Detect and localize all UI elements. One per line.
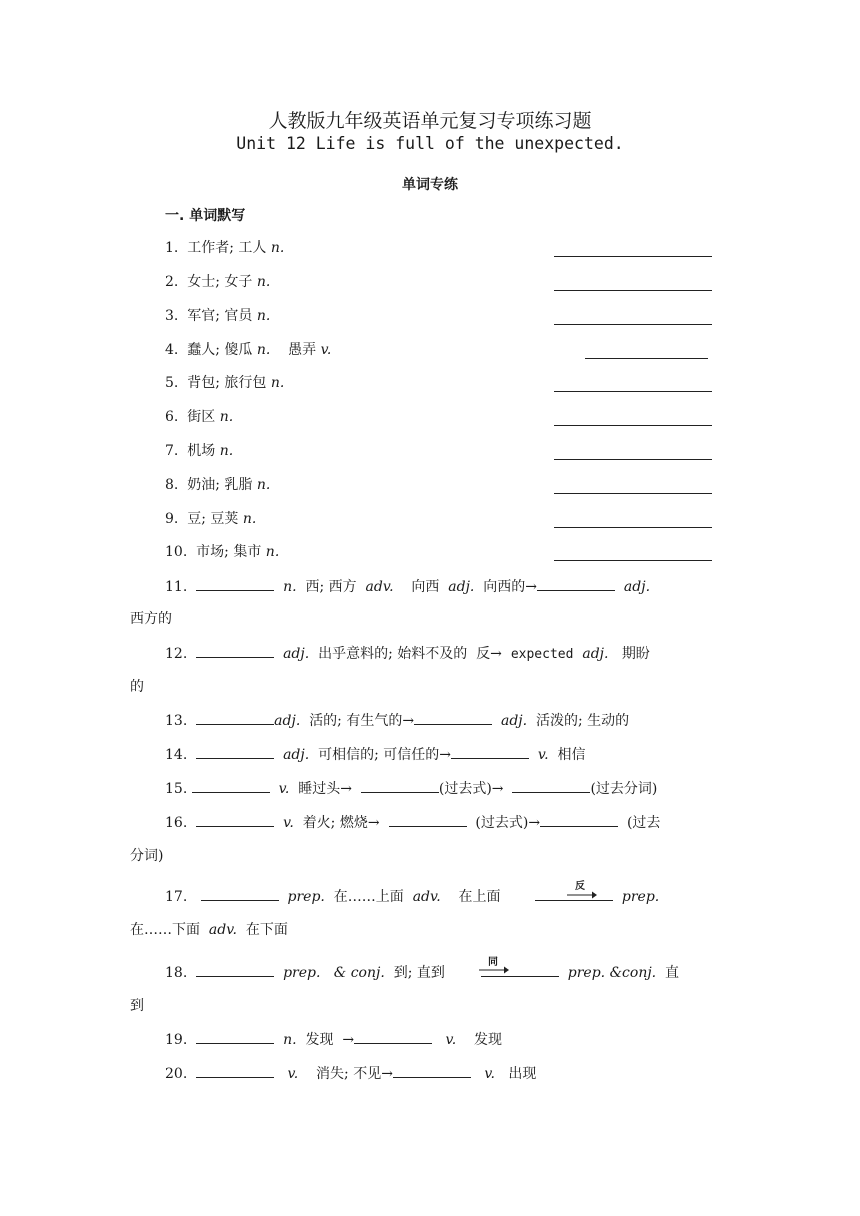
list-item: 10. 市场; 集市 n. xyxy=(165,544,280,560)
list-item-continued: 在……下面 adv. 在下面 xyxy=(130,922,288,938)
list-item: 9. 豆; 豆荚 n. xyxy=(165,511,257,527)
answer-blank[interactable] xyxy=(554,425,712,426)
list-item: 8. 奶油; 乳脂 n. xyxy=(165,477,271,493)
answer-blank[interactable] xyxy=(554,391,712,392)
answer-blank[interactable] xyxy=(354,1029,432,1044)
answer-blank[interactable] xyxy=(361,778,439,793)
answer-blank[interactable] xyxy=(554,459,712,460)
answer-blank[interactable] xyxy=(554,560,712,561)
arrow-icon xyxy=(566,890,598,900)
list-item: 2. 女士; 女子 n. xyxy=(165,274,271,290)
list-item: 16. v. 着火; 燃烧→ (过去式)→ (过去 xyxy=(165,812,660,833)
answer-blank[interactable] xyxy=(554,527,712,528)
title-english: Unit 12 Life is full of the unexpected. xyxy=(236,134,624,153)
list-item: 19. n. 发现 → v. 发现 xyxy=(165,1029,502,1050)
arrow-label-synonym: 同 xyxy=(488,957,498,968)
answer-blank[interactable] xyxy=(554,256,712,257)
list-item: 3. 军官; 官员 n. xyxy=(165,308,271,324)
answer-blank[interactable] xyxy=(414,710,492,725)
list-item-continued: 分词) xyxy=(130,848,164,864)
list-item-continued: 西方的 xyxy=(130,611,172,627)
list-item-continued: 的 xyxy=(130,679,144,695)
answer-blank[interactable] xyxy=(192,778,270,793)
subtitle: 单词专练 xyxy=(402,177,458,193)
list-item: 6. 街区 n. xyxy=(165,409,234,425)
list-item: 7. 机场 n. xyxy=(165,443,234,459)
list-item: 15. v. 睡过头→ (过去式)→ (过去分词) xyxy=(165,778,657,799)
answer-blank[interactable] xyxy=(201,886,279,901)
answer-blank[interactable] xyxy=(393,1063,471,1078)
answer-blank[interactable] xyxy=(196,576,274,591)
answer-blank[interactable] xyxy=(196,744,274,759)
answer-blank[interactable] xyxy=(537,576,615,591)
list-item: 4. 蠢人; 傻瓜 n. 愚弄 v. xyxy=(165,342,332,358)
list-item: 17. prep. 在……上面 adv. 在上面 prep. xyxy=(165,886,659,907)
answer-blank[interactable] xyxy=(540,812,618,827)
answer-blank[interactable] xyxy=(196,962,274,977)
list-item: 11. n. 西; 西方 adv. 向西 adj. 向西的→ adj. xyxy=(165,576,650,597)
answer-blank[interactable] xyxy=(554,324,712,325)
answer-blank[interactable] xyxy=(554,290,712,291)
list-item: 1. 工作者; 工人 n. xyxy=(165,240,285,256)
answer-blank[interactable] xyxy=(196,812,274,827)
list-item: 14. adj. 可相信的; 可信任的→ v. 相信 xyxy=(165,744,586,765)
answer-blank[interactable] xyxy=(196,1063,274,1078)
answer-blank[interactable] xyxy=(196,643,274,658)
list-item-continued: 到 xyxy=(130,998,144,1014)
list-item: 18. prep. & conj. 到; 直到 prep. &conj. 直 xyxy=(165,962,679,983)
arrow-icon xyxy=(478,965,510,975)
answer-blank[interactable] xyxy=(554,493,712,494)
list-item: 13. adj. 活的; 有生气的→ adj. 活泼的; 生动的 xyxy=(165,710,629,731)
list-item: 12. adj. 出乎意料的; 始料不及的 反→ expected adj. 期盼 xyxy=(165,643,650,665)
answer-blank[interactable] xyxy=(389,812,467,827)
answer-blank[interactable] xyxy=(196,1029,274,1044)
list-item: 5. 背包; 旅行包 n. xyxy=(165,375,285,391)
answer-blank[interactable] xyxy=(585,358,708,359)
title-chinese: 人教版九年级英语单元复习专项练习题 xyxy=(268,110,592,132)
arrow-label-antonym: 反 xyxy=(575,881,585,892)
list-item: 20. v. 消失; 不见→ v. 出现 xyxy=(165,1063,536,1084)
section-heading: 一. 单词默写 xyxy=(165,208,246,224)
answer-blank[interactable] xyxy=(451,744,529,759)
answer-blank[interactable] xyxy=(196,710,274,725)
answer-blank[interactable] xyxy=(512,778,590,793)
